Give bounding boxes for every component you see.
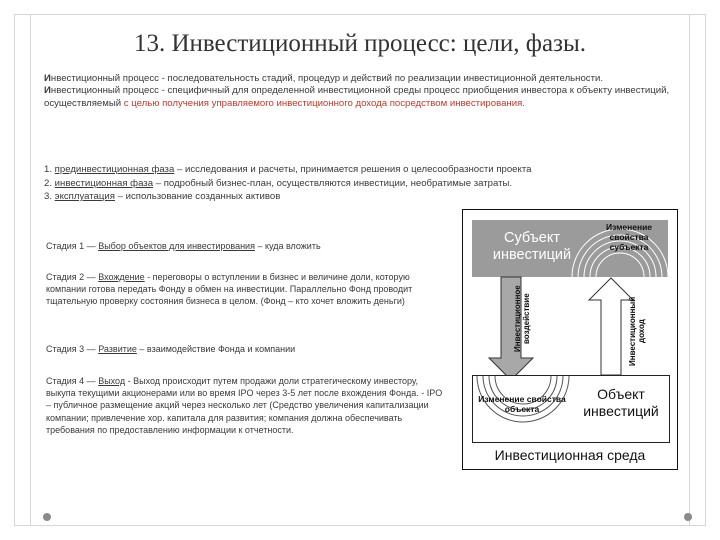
environment-label: Инвестиционная среда (494, 447, 646, 463)
investment-diagram (462, 209, 678, 470)
subject-change-label: Изменение свойства субъекта (605, 222, 653, 252)
phase-item: 2. инвестиционная фаза – подробный бизнес-план, осуществляются инвестиции, необратимые затраты. (44, 177, 513, 189)
object-label: Объект инвестиций (583, 386, 659, 419)
stage-4: Стадия 4 — Выход - Выход происходит путем продажи доли стратегическому инвестору, выкупа текущими акционерами или во время IPO через 3-5 лет после вхождения Фонда. - IPO – публичное размещение акций через несколько лет (Средство увеличения капитализации компании; привлечение хор. капитала для развития; компания должна обеспечивать требования по предоставлению информации к отчетности. (46, 376, 443, 435)
phase-item: 3. эксплуатация – использование созданных активов (44, 191, 281, 202)
intro-text (44, 73, 680, 110)
up-arrow-icon (589, 278, 633, 375)
stage-1: Стадия 1 — Выбор объектов для инвестирования – куда вложить (46, 241, 321, 251)
page-title: 13. Инвестиционный процесс: цели, фазы. (133, 30, 587, 57)
object-change-label: Изменение свойства объекта (478, 394, 566, 414)
corner-dot-left (43, 513, 51, 521)
right-rule (689, 14, 690, 526)
stage-2: Стадия 2 — Вхождение - переговоры о вступлении в бизнес и величине доли, которую компании готова передать Фонду в обмен на инвестиции. Параллельно Фонд проводит тщательную проверку состояния бизнеса в целом. (Фонд – кто хочет вложить деньги) (46, 272, 413, 307)
income-label: Инвестиционный доход (628, 296, 646, 366)
left-rule (30, 14, 31, 526)
phase-item: 1. прединвестиционная фаза – исследования и расчеты, принимается решения о целесообразности проекта (44, 164, 532, 175)
definition-1: Инвестиционный процесс - последовательность стадий, процедур и действий по реализации инвестиционной деятельности. (44, 73, 604, 84)
subject-label: Субъект инвестиций (492, 230, 572, 263)
stage-3: Стадия 3 — Развитие – взаимодействие Фонда и компании (46, 344, 296, 354)
goal-highlight: с целью получения управляемого инвестиционного дохода посредством инвестирования. (123, 97, 525, 109)
phases-list (44, 163, 680, 204)
influence-label: Инвестиционное воздействие (513, 285, 531, 353)
object-box (472, 375, 670, 443)
corner-dot-right (684, 513, 692, 521)
definition-2: Инвестиционный процесс - специфичный для определенной инвестиционной среды процесс приобщения инвестора к объекту инвестиций, осуществляемый с целью получения управляемого инвестиционного дохода посредством инвестирования. (44, 85, 670, 109)
